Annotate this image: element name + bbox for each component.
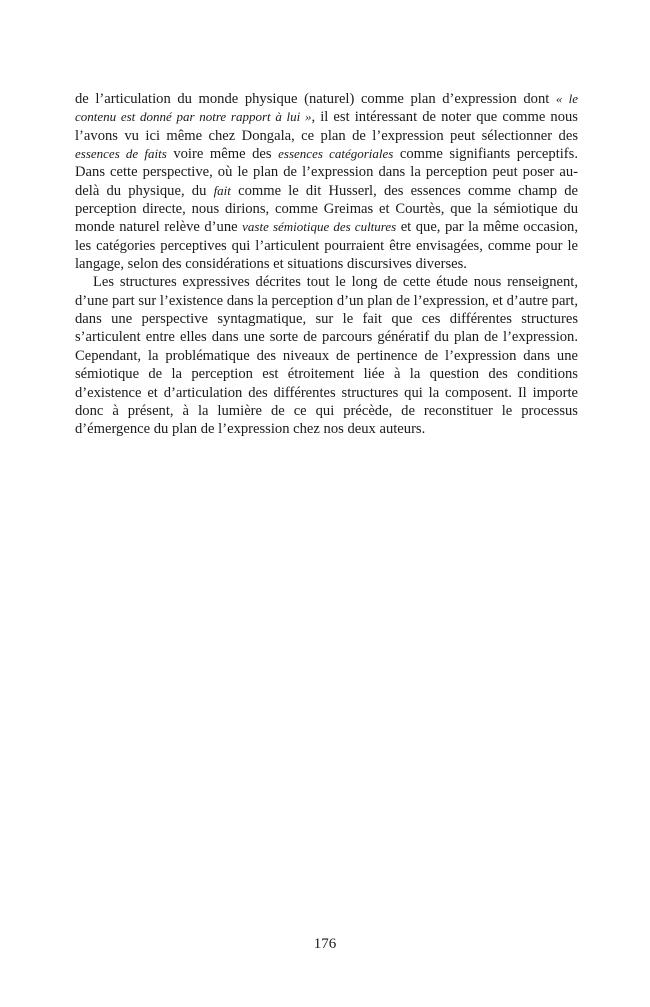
paragraph-1 [75, 90, 578, 273]
text-segment: voire même des [166, 146, 279, 163]
text-segment: comme signifiants perceptifs. Dans cette perspective, où le plan de l’expression dans la perception peut poser au-delà du physique, du [75, 146, 578, 199]
text-segment: , il est intéressant de noter que comme nous l’avons vu ici même chez Dongala, ce plan de l’expression peut sélectionner des [75, 109, 578, 144]
text-segment: comme le dit Husserl, des essences comme champ de perception directe, nous dirions, comme Greimas et Courtès, que la sémiotique du monde naturel relève d’une [75, 182, 578, 236]
italic-quote: « le contenu est donné par notre rapport à lui » [75, 91, 578, 125]
text-segment: et que, par la même occasion, les catégories perceptives qui l’articulent pourraient être envisagées, comme pour le langage, selon des considérations et situations discursives diverses. [75, 219, 579, 273]
page-number: 176 [313, 936, 337, 952]
italic-term: vaste sémiotique des cultures [242, 219, 397, 235]
paragraph-2 [75, 273, 578, 438]
italic-term: essences catégoriales [278, 146, 394, 162]
italic-term: fait [213, 182, 231, 198]
italic-term: essences de faits [75, 146, 167, 162]
text-segment: de l’articulation du monde physique (naturel) comme plan d’expression dont [75, 91, 556, 107]
text-segment: Les structures expressives décrites tout le long de cette étude nous renseignent, d’une part sur l’existence dans la perception d’un plan de l’expression, et d’autre part, dans une perspective syntagmatique, sur le fait que ces différentes structures s’articulent entre elles dans une sorte de parcours génératif du plan de l’expression. Cependant, la problématique des niveaux de pertinence de l’expression dans une sémiotique de la perception est étroitement liée à la question des conditions d’existence et d’articulation des différentes structures qui la composent. Il importe donc à présent, à la lumière de ce qui précède, de reconstituer le processus d’émergence du plan de l’expression chez nos deux auteurs. [75, 274, 578, 438]
page-body [75, 90, 578, 439]
